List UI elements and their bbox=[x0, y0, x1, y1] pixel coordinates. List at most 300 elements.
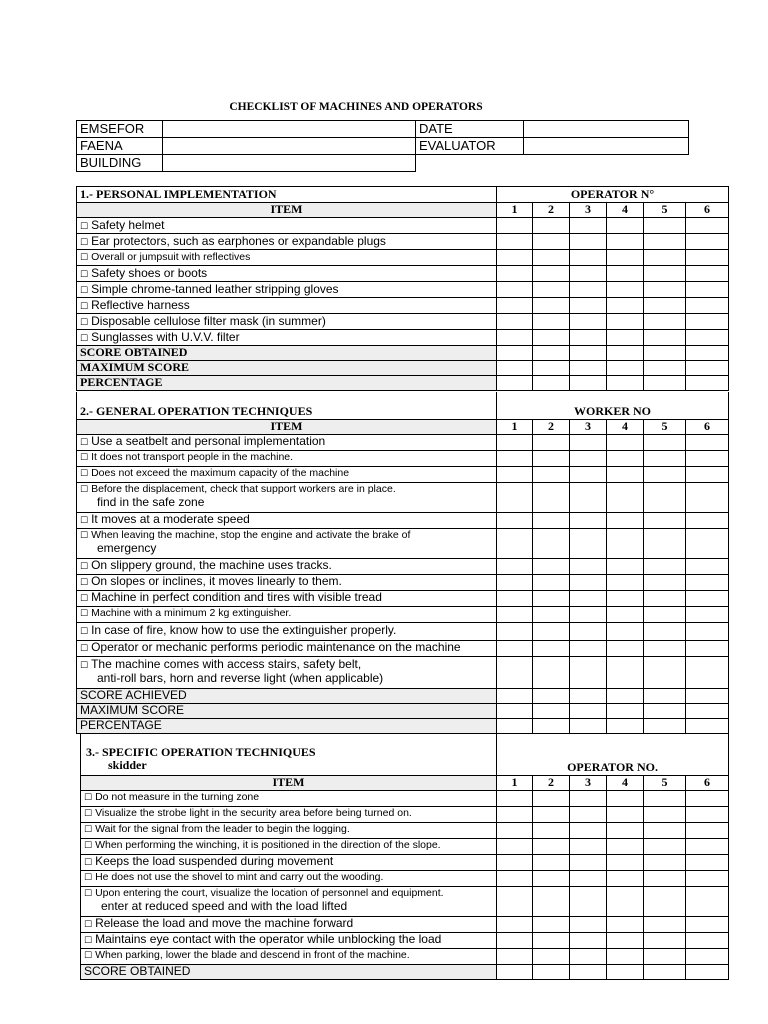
score-cell-1[interactable] bbox=[497, 622, 533, 640]
checkbox-icon[interactable]: ☐ bbox=[80, 531, 89, 542]
score-cell-2[interactable] bbox=[533, 434, 570, 450]
col-header-1: 1 bbox=[497, 775, 533, 790]
score-cell-3[interactable] bbox=[570, 640, 607, 656]
score-cell-5[interactable] bbox=[644, 282, 686, 298]
score-cell-2[interactable] bbox=[533, 590, 570, 606]
summary-cell-5[interactable] bbox=[644, 703, 686, 718]
checkbox-icon[interactable]: ☐ bbox=[84, 873, 93, 884]
score-cell-5[interactable] bbox=[644, 640, 686, 656]
score-cell-5[interactable] bbox=[644, 266, 686, 282]
score-cell-2[interactable] bbox=[533, 948, 570, 964]
score-cell-2[interactable] bbox=[533, 450, 570, 466]
date-field[interactable] bbox=[524, 121, 689, 138]
score-cell-1[interactable] bbox=[497, 838, 533, 854]
score-cell-2[interactable] bbox=[533, 266, 570, 282]
score-cell-4[interactable] bbox=[607, 330, 644, 346]
checklist-item bbox=[77, 330, 497, 346]
summary-row bbox=[77, 376, 729, 391]
section-1-table bbox=[76, 186, 729, 391]
checklist-row bbox=[77, 558, 729, 574]
checkbox-icon[interactable]: ☐ bbox=[80, 562, 89, 573]
score-cell-4[interactable] bbox=[607, 528, 644, 558]
score-cell-1[interactable] bbox=[497, 282, 533, 298]
score-cell-6[interactable] bbox=[686, 948, 729, 964]
score-cell-5[interactable] bbox=[644, 450, 686, 466]
checkbox-icon[interactable]: ☐ bbox=[84, 809, 93, 820]
score-cell-5[interactable] bbox=[644, 886, 686, 916]
summary-cell-2[interactable] bbox=[533, 688, 570, 703]
checkbox-icon[interactable]: ☐ bbox=[80, 578, 89, 589]
score-cell-6[interactable] bbox=[686, 870, 729, 886]
checklist-item bbox=[77, 528, 497, 558]
score-cell-2[interactable] bbox=[533, 854, 570, 870]
score-cell-5[interactable] bbox=[644, 854, 686, 870]
score-cell-4[interactable] bbox=[607, 314, 644, 330]
summary-cell-5[interactable] bbox=[644, 376, 686, 391]
checkbox-icon[interactable]: ☐ bbox=[80, 317, 89, 328]
checkbox-icon[interactable]: ☐ bbox=[80, 627, 89, 638]
checkbox-icon[interactable]: ☐ bbox=[80, 485, 89, 496]
score-cell-3[interactable] bbox=[570, 870, 607, 886]
score-cell-6[interactable] bbox=[686, 266, 729, 282]
score-cell-6[interactable] bbox=[686, 640, 729, 656]
score-cell-1[interactable] bbox=[497, 656, 533, 688]
score-cell-1[interactable] bbox=[497, 528, 533, 558]
summary-cell-2[interactable] bbox=[533, 964, 570, 979]
item-label: Sunglasses with U.V.V. filter bbox=[91, 329, 240, 344]
score-cell-6[interactable] bbox=[686, 482, 729, 512]
score-cell-2[interactable] bbox=[533, 640, 570, 656]
checkbox-icon[interactable]: ☐ bbox=[84, 951, 93, 962]
score-cell-4[interactable] bbox=[607, 838, 644, 854]
summary-cell-1[interactable] bbox=[497, 703, 533, 718]
score-cell-6[interactable] bbox=[686, 558, 729, 574]
score-cell-5[interactable] bbox=[644, 606, 686, 622]
score-cell-3[interactable] bbox=[570, 434, 607, 450]
score-cell-6[interactable] bbox=[686, 282, 729, 298]
score-cell-3[interactable] bbox=[570, 656, 607, 688]
score-cell-6[interactable] bbox=[686, 822, 729, 838]
score-cell-2[interactable] bbox=[533, 822, 570, 838]
building-label: BUILDING bbox=[77, 155, 163, 172]
score-cell-3[interactable] bbox=[570, 916, 607, 932]
summary-cell-3[interactable] bbox=[570, 376, 607, 391]
score-cell-1[interactable] bbox=[497, 298, 533, 314]
score-cell-2[interactable] bbox=[533, 330, 570, 346]
score-cell-6[interactable] bbox=[686, 932, 729, 948]
score-cell-3[interactable] bbox=[570, 622, 607, 640]
score-cell-6[interactable] bbox=[686, 528, 729, 558]
score-cell-4[interactable] bbox=[607, 916, 644, 932]
score-cell-5[interactable] bbox=[644, 512, 686, 528]
score-cell-1[interactable] bbox=[497, 266, 533, 282]
summary-label: SCORE OBTAINED bbox=[77, 346, 497, 361]
summary-cell-2[interactable] bbox=[533, 361, 570, 376]
score-cell-1[interactable] bbox=[497, 482, 533, 512]
evaluator-field[interactable] bbox=[524, 138, 689, 155]
score-cell-1[interactable] bbox=[497, 948, 533, 964]
score-cell-4[interactable] bbox=[607, 640, 644, 656]
score-cell-3[interactable] bbox=[570, 330, 607, 346]
score-cell-1[interactable] bbox=[497, 512, 533, 528]
score-cell-3[interactable] bbox=[570, 250, 607, 266]
score-cell-5[interactable] bbox=[644, 528, 686, 558]
score-cell-5[interactable] bbox=[644, 234, 686, 250]
summary-cell-2[interactable] bbox=[533, 346, 570, 361]
score-cell-3[interactable] bbox=[570, 466, 607, 482]
score-cell-5[interactable] bbox=[644, 948, 686, 964]
checklist-row bbox=[77, 450, 729, 466]
col-header-4: 4 bbox=[607, 775, 644, 790]
score-cell-1[interactable] bbox=[497, 450, 533, 466]
col-header-1: 1 bbox=[497, 203, 533, 218]
summary-cell-6[interactable] bbox=[686, 688, 729, 703]
score-cell-5[interactable] bbox=[644, 482, 686, 512]
score-cell-3[interactable] bbox=[570, 590, 607, 606]
score-cell-5[interactable] bbox=[644, 822, 686, 838]
summary-cell-4[interactable] bbox=[607, 376, 644, 391]
score-cell-3[interactable] bbox=[570, 234, 607, 250]
summary-cell-5[interactable] bbox=[644, 361, 686, 376]
score-cell-6[interactable] bbox=[686, 314, 729, 330]
score-cell-4[interactable] bbox=[607, 870, 644, 886]
item-label: It does not transport people in the machine. bbox=[91, 451, 294, 464]
score-cell-2[interactable] bbox=[533, 234, 570, 250]
score-cell-4[interactable] bbox=[607, 656, 644, 688]
checklist-row bbox=[81, 948, 729, 964]
score-cell-6[interactable] bbox=[686, 622, 729, 640]
score-cell-4[interactable] bbox=[607, 932, 644, 948]
score-cell-2[interactable] bbox=[533, 558, 570, 574]
score-cell-6[interactable] bbox=[686, 838, 729, 854]
score-cell-4[interactable] bbox=[607, 790, 644, 806]
building-field[interactable] bbox=[163, 155, 416, 172]
section-3-table bbox=[80, 733, 729, 980]
score-cell-1[interactable] bbox=[497, 590, 533, 606]
score-cell-1[interactable] bbox=[497, 218, 533, 234]
score-cell-3[interactable] bbox=[570, 806, 607, 822]
summary-label: SCORE OBTAINED bbox=[81, 964, 497, 979]
checkbox-icon[interactable]: ☐ bbox=[80, 453, 89, 464]
score-cell-5[interactable] bbox=[644, 656, 686, 688]
checklist-row bbox=[81, 838, 729, 854]
col-header-2: 2 bbox=[533, 775, 570, 790]
score-cell-4[interactable] bbox=[607, 282, 644, 298]
item-label: Reflective harness bbox=[91, 297, 190, 312]
score-cell-5[interactable] bbox=[644, 218, 686, 234]
score-cell-6[interactable] bbox=[686, 298, 729, 314]
score-cell-2[interactable] bbox=[533, 314, 570, 330]
score-cell-5[interactable] bbox=[644, 622, 686, 640]
score-cell-5[interactable] bbox=[644, 558, 686, 574]
score-cell-4[interactable] bbox=[607, 558, 644, 574]
checkbox-icon[interactable]: ☐ bbox=[80, 221, 89, 232]
score-cell-1[interactable] bbox=[497, 558, 533, 574]
emsefor-field[interactable] bbox=[163, 121, 416, 138]
score-cell-1[interactable] bbox=[497, 822, 533, 838]
score-cell-5[interactable] bbox=[644, 250, 686, 266]
score-cell-1[interactable] bbox=[497, 330, 533, 346]
summary-cell-6[interactable] bbox=[686, 718, 729, 733]
score-cell-1[interactable] bbox=[497, 870, 533, 886]
checkbox-icon[interactable]: ☐ bbox=[84, 920, 93, 931]
summary-cell-1[interactable] bbox=[497, 361, 533, 376]
summary-label: MAXIMUM SCORE bbox=[77, 703, 497, 718]
summary-cell-5[interactable] bbox=[644, 346, 686, 361]
score-cell-3[interactable] bbox=[570, 948, 607, 964]
summary-cell-3[interactable] bbox=[570, 688, 607, 703]
score-cell-3[interactable] bbox=[570, 574, 607, 590]
score-cell-6[interactable] bbox=[686, 886, 729, 916]
score-cell-6[interactable] bbox=[686, 234, 729, 250]
score-cell-1[interactable] bbox=[497, 466, 533, 482]
score-cell-6[interactable] bbox=[686, 854, 729, 870]
score-cell-4[interactable] bbox=[607, 822, 644, 838]
score-cell-6[interactable] bbox=[686, 512, 729, 528]
score-cell-2[interactable] bbox=[533, 512, 570, 528]
checkbox-icon[interactable]: ☐ bbox=[80, 269, 89, 280]
score-cell-3[interactable] bbox=[570, 932, 607, 948]
checkbox-icon[interactable]: ☐ bbox=[80, 644, 89, 655]
score-cell-2[interactable] bbox=[533, 466, 570, 482]
score-cell-5[interactable] bbox=[644, 590, 686, 606]
score-cell-6[interactable] bbox=[686, 574, 729, 590]
score-cell-6[interactable] bbox=[686, 250, 729, 266]
score-cell-6[interactable] bbox=[686, 466, 729, 482]
score-cell-4[interactable] bbox=[607, 512, 644, 528]
score-cell-6[interactable] bbox=[686, 450, 729, 466]
item-label: It moves at a moderate speed bbox=[91, 512, 250, 527]
score-cell-6[interactable] bbox=[686, 218, 729, 234]
checklist-item bbox=[77, 466, 497, 482]
summary-cell-4[interactable] bbox=[607, 361, 644, 376]
score-cell-3[interactable] bbox=[570, 450, 607, 466]
summary-cell-1[interactable] bbox=[497, 964, 533, 979]
score-cell-3[interactable] bbox=[570, 482, 607, 512]
checkbox-icon[interactable]: ☐ bbox=[80, 661, 89, 672]
summary-cell-1[interactable] bbox=[497, 688, 533, 703]
score-cell-6[interactable] bbox=[686, 790, 729, 806]
score-cell-3[interactable] bbox=[570, 606, 607, 622]
summary-cell-1[interactable] bbox=[497, 718, 533, 733]
score-cell-2[interactable] bbox=[533, 250, 570, 266]
col-header-5: 5 bbox=[644, 203, 686, 218]
score-cell-1[interactable] bbox=[497, 932, 533, 948]
score-cell-3[interactable] bbox=[570, 822, 607, 838]
summary-cell-4[interactable] bbox=[607, 346, 644, 361]
score-cell-5[interactable] bbox=[644, 314, 686, 330]
score-cell-5[interactable] bbox=[644, 806, 686, 822]
checkbox-icon[interactable]: ☐ bbox=[80, 252, 89, 263]
summary-cell-2[interactable] bbox=[533, 703, 570, 718]
item-label-continued: emergency bbox=[97, 541, 157, 556]
score-cell-5[interactable] bbox=[644, 790, 686, 806]
summary-cell-3[interactable] bbox=[570, 346, 607, 361]
item-label: Machine in perfect condition and tires with visible tread bbox=[91, 590, 382, 605]
score-cell-1[interactable] bbox=[497, 574, 533, 590]
checkbox-icon[interactable]: ☐ bbox=[84, 793, 93, 804]
score-cell-2[interactable] bbox=[533, 916, 570, 932]
score-cell-5[interactable] bbox=[644, 330, 686, 346]
summary-cell-6[interactable] bbox=[686, 361, 729, 376]
checkbox-icon[interactable]: ☐ bbox=[84, 936, 93, 947]
score-cell-1[interactable] bbox=[497, 250, 533, 266]
score-cell-2[interactable] bbox=[533, 932, 570, 948]
score-cell-1[interactable] bbox=[497, 640, 533, 656]
summary-cell-6[interactable] bbox=[686, 703, 729, 718]
score-cell-2[interactable] bbox=[533, 806, 570, 822]
checkbox-icon[interactable]: ☐ bbox=[80, 301, 89, 312]
score-cell-2[interactable] bbox=[533, 218, 570, 234]
summary-cell-6[interactable] bbox=[686, 346, 729, 361]
score-cell-2[interactable] bbox=[533, 870, 570, 886]
score-cell-5[interactable] bbox=[644, 434, 686, 450]
score-cell-3[interactable] bbox=[570, 790, 607, 806]
summary-cell-5[interactable] bbox=[644, 718, 686, 733]
score-cell-4[interactable] bbox=[607, 234, 644, 250]
summary-cell-3[interactable] bbox=[570, 703, 607, 718]
score-cell-2[interactable] bbox=[533, 838, 570, 854]
score-cell-1[interactable] bbox=[497, 806, 533, 822]
score-cell-2[interactable] bbox=[533, 482, 570, 512]
item-header: ITEM bbox=[77, 203, 497, 218]
score-cell-4[interactable] bbox=[607, 434, 644, 450]
score-cell-3[interactable] bbox=[570, 314, 607, 330]
faena-label: FAENA bbox=[77, 138, 163, 155]
score-cell-2[interactable] bbox=[533, 606, 570, 622]
summary-cell-3[interactable] bbox=[570, 361, 607, 376]
checkbox-icon[interactable]: ☐ bbox=[84, 889, 93, 900]
score-cell-6[interactable] bbox=[686, 606, 729, 622]
score-cell-2[interactable] bbox=[533, 282, 570, 298]
score-cell-4[interactable] bbox=[607, 466, 644, 482]
score-cell-3[interactable] bbox=[570, 528, 607, 558]
score-cell-2[interactable] bbox=[533, 886, 570, 916]
score-cell-4[interactable] bbox=[607, 854, 644, 870]
summary-cell-5[interactable] bbox=[644, 688, 686, 703]
score-cell-6[interactable] bbox=[686, 656, 729, 688]
score-cell-1[interactable] bbox=[497, 854, 533, 870]
summary-cell-2[interactable] bbox=[533, 718, 570, 733]
item-label: Use a seatbelt and personal implementation bbox=[91, 434, 326, 449]
score-cell-1[interactable] bbox=[497, 234, 533, 250]
summary-cell-3[interactable] bbox=[570, 964, 607, 979]
summary-cell-4[interactable] bbox=[607, 964, 644, 979]
score-cell-1[interactable] bbox=[497, 790, 533, 806]
summary-cell-4[interactable] bbox=[607, 718, 644, 733]
summary-cell-6[interactable] bbox=[686, 376, 729, 391]
score-cell-1[interactable] bbox=[497, 886, 533, 916]
score-cell-5[interactable] bbox=[644, 932, 686, 948]
checklist-item bbox=[77, 218, 497, 234]
score-cell-3[interactable] bbox=[570, 266, 607, 282]
score-cell-3[interactable] bbox=[570, 298, 607, 314]
score-cell-5[interactable] bbox=[644, 870, 686, 886]
summary-cell-4[interactable] bbox=[607, 703, 644, 718]
summary-cell-1[interactable] bbox=[497, 346, 533, 361]
score-cell-2[interactable] bbox=[533, 656, 570, 688]
score-cell-4[interactable] bbox=[607, 218, 644, 234]
score-cell-3[interactable] bbox=[570, 218, 607, 234]
score-cell-5[interactable] bbox=[644, 838, 686, 854]
score-cell-1[interactable] bbox=[497, 606, 533, 622]
score-cell-2[interactable] bbox=[533, 528, 570, 558]
item-label: On slippery ground, the machine uses tracks. bbox=[91, 558, 332, 573]
faena-field[interactable] bbox=[163, 138, 416, 155]
checkbox-icon[interactable]: ☐ bbox=[80, 516, 89, 527]
summary-cell-4[interactable] bbox=[607, 688, 644, 703]
score-cell-4[interactable] bbox=[607, 948, 644, 964]
checkbox-icon[interactable]: ☐ bbox=[84, 825, 93, 836]
score-cell-2[interactable] bbox=[533, 790, 570, 806]
score-cell-3[interactable] bbox=[570, 886, 607, 916]
score-cell-4[interactable] bbox=[607, 806, 644, 822]
score-cell-4[interactable] bbox=[607, 574, 644, 590]
score-cell-4[interactable] bbox=[607, 590, 644, 606]
checkbox-icon[interactable]: ☐ bbox=[80, 609, 89, 620]
score-cell-6[interactable] bbox=[686, 330, 729, 346]
summary-cell-3[interactable] bbox=[570, 718, 607, 733]
checklist-item bbox=[77, 282, 497, 298]
checkbox-icon[interactable]: ☐ bbox=[80, 285, 89, 296]
checkbox-icon[interactable]: ☐ bbox=[80, 438, 89, 449]
checkbox-icon[interactable]: ☐ bbox=[84, 841, 93, 852]
score-cell-4[interactable] bbox=[607, 622, 644, 640]
score-cell-3[interactable] bbox=[570, 558, 607, 574]
score-cell-4[interactable] bbox=[607, 250, 644, 266]
score-cell-4[interactable] bbox=[607, 450, 644, 466]
score-cell-3[interactable] bbox=[570, 282, 607, 298]
checkbox-icon[interactable]: ☐ bbox=[80, 469, 89, 480]
score-cell-6[interactable] bbox=[686, 916, 729, 932]
score-cell-5[interactable] bbox=[644, 916, 686, 932]
checkbox-icon[interactable]: ☐ bbox=[80, 594, 89, 605]
score-cell-6[interactable] bbox=[686, 806, 729, 822]
checklist-row bbox=[81, 916, 729, 932]
checkbox-icon[interactable]: ☐ bbox=[80, 237, 89, 248]
score-cell-6[interactable] bbox=[686, 590, 729, 606]
checkbox-icon[interactable]: ☐ bbox=[80, 333, 89, 344]
summary-cell-6[interactable] bbox=[686, 964, 729, 979]
summary-cell-2[interactable] bbox=[533, 376, 570, 391]
score-cell-6[interactable] bbox=[686, 434, 729, 450]
score-cell-5[interactable] bbox=[644, 574, 686, 590]
header-table bbox=[76, 120, 689, 172]
item-label: Simple chrome-tanned leather stripping gloves bbox=[91, 281, 339, 296]
score-cell-2[interactable] bbox=[533, 574, 570, 590]
score-cell-3[interactable] bbox=[570, 854, 607, 870]
score-cell-3[interactable] bbox=[570, 838, 607, 854]
score-cell-5[interactable] bbox=[644, 466, 686, 482]
score-cell-1[interactable] bbox=[497, 916, 533, 932]
score-cell-2[interactable] bbox=[533, 622, 570, 640]
item-label: He does not use the shovel to mint and carry out the wooding. bbox=[95, 871, 384, 884]
score-cell-4[interactable] bbox=[607, 886, 644, 916]
score-cell-4[interactable] bbox=[607, 266, 644, 282]
score-cell-4[interactable] bbox=[607, 482, 644, 512]
item-label: Wait for the signal from the leader to begin the logging. bbox=[95, 823, 350, 836]
checkbox-icon[interactable]: ☐ bbox=[84, 858, 93, 869]
score-cell-5[interactable] bbox=[644, 298, 686, 314]
score-cell-3[interactable] bbox=[570, 512, 607, 528]
score-cell-4[interactable] bbox=[607, 606, 644, 622]
summary-cell-1[interactable] bbox=[497, 376, 533, 391]
score-cell-4[interactable] bbox=[607, 298, 644, 314]
score-cell-2[interactable] bbox=[533, 298, 570, 314]
score-cell-1[interactable] bbox=[497, 434, 533, 450]
score-cell-1[interactable] bbox=[497, 314, 533, 330]
summary-cell-5[interactable] bbox=[644, 964, 686, 979]
